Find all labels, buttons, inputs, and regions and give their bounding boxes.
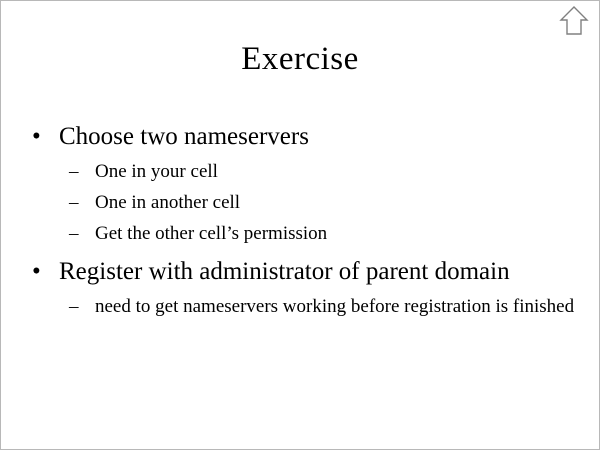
- list-item-label: One in another cell: [95, 192, 241, 214]
- list-item-label: Get the other cell’s permission: [95, 223, 328, 245]
- page-title: Exercise: [241, 41, 359, 77]
- list-item-label: need to get nameservers working before registration is finished: [95, 296, 575, 318]
- bullet-icon: •: [32, 123, 41, 150]
- list-item: [27, 159, 581, 184]
- spacer: [27, 246, 581, 256]
- list-item: [27, 256, 581, 288]
- bullet-icon: •: [32, 258, 41, 286]
- list-item-label: Choose two nameservers: [59, 123, 309, 150]
- list-item: [27, 190, 581, 215]
- slide-body: [27, 121, 581, 319]
- up-arrow-icon[interactable]: [559, 5, 589, 37]
- dash-icon: –: [69, 296, 79, 318]
- dash-icon: –: [69, 192, 79, 214]
- list-item: [27, 121, 581, 153]
- list-item-label: One in your cell: [95, 161, 218, 182]
- list-item-label: Register with administrator of parent domain: [59, 258, 510, 286]
- list-item: [27, 294, 581, 319]
- list-item: [27, 221, 581, 246]
- dash-icon: –: [69, 223, 79, 245]
- dash-icon: –: [69, 161, 79, 182]
